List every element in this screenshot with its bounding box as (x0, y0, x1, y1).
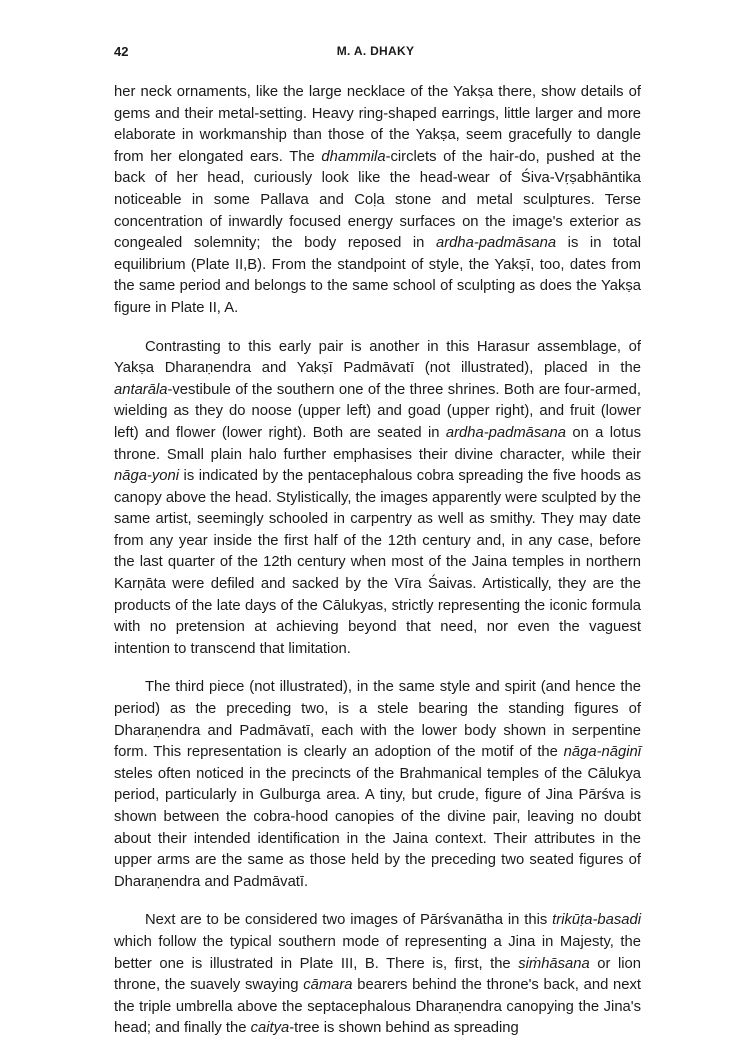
text-run: steles often noticed in the precincts of the Brahmanical temples of the Cālukya period, particularly in Gulburga area. A tiny, but crude, figure of Jina Pārśva is shown between the cobra-hood canopies of the divine pair, leaving no doubt about their intended identification in the Jaina context. Their attributes in the upper arms are the same as those held by the preceding two seated figures of Dharaṇendra and Padmāvatī. (114, 765, 641, 890)
italic-term: ardha-padmāsana (435, 235, 557, 252)
text-body (114, 82, 641, 1040)
italic-term: trikūṭa-basadi (552, 912, 641, 929)
paragraph-3 (114, 677, 641, 893)
text-run: Next are to be considered two images of Pārśvanātha in this (145, 912, 553, 929)
running-head-author: M. A. DHAKY (336, 44, 415, 58)
text-run: The third piece (not illustrated), in the same style and spirit (and hence the period) as the preceding two, is a stele bearing the standing figures of Dharaṇendra and Padmāvatī, each with the lower body shown in serpentine form. This representation is clearly an adoption of the motif of the (114, 679, 641, 761)
italic-term: cāmara (303, 977, 353, 994)
paragraph-4 (114, 910, 641, 1040)
text-run: Contrasting to this early pair is another in this Harasur assemblage, of Yakṣa Dharaṇendra and Yakṣī Padmāvatī (not illustrated), placed in the (114, 338, 641, 377)
italic-term: siṁhāsana (518, 955, 590, 972)
paragraph-2 (114, 337, 641, 661)
italic-term: nāga-nāginī (563, 744, 641, 761)
italic-term: ardha-padmāsana (445, 424, 566, 441)
text-run: or lion throne, the suavely swaying (114, 955, 641, 994)
italic-term: nāga-yoni (114, 468, 179, 485)
text-run: is in total equilibrium (Plate II,B). From the standpoint of style, the Yakṣī, too, dates from the same period and belongs to the same school of sculpting as does the Yakṣa figure in Plate II, A. (114, 235, 641, 316)
text-run: bearers behind the throne's back, and next the triple umbrella above the septacephalous Dharaṇendra canopying the Jina's head; and finally the (114, 977, 642, 1037)
italic-term: dhammila (321, 148, 386, 165)
italic-term: antarāla (114, 381, 168, 398)
text-run: -tree is shown behind as spreading (289, 1020, 519, 1037)
text-run: -circlets of the hair-do, pushed at the back of her head, curiously look like the head-wear of Śiva-Vṛṣabhāntika noticeable in some Pallava and Coḷa stone and metal sculptures. Terse concentration of inwardly focused energy surfaces on the image's exterior as congealed solemnity; the body reposed in (114, 148, 642, 252)
text-run: which follow the typical southern mode of representing a Jina in Majesty, the better one is illustrated in Plate III, B. There is, first, the (114, 933, 641, 972)
text-run: -vestibule of the southern one of the three shrines. Both are four-armed, wielding as they do noose (upper left) and goad (upper right), and fruit (lower left) and flower (lower right). Both are seated in (114, 381, 641, 441)
text-run: her neck ornaments, like the large necklace of the Yakṣa there, show details of gems and their metal-setting. Heavy ring-shaped earrings, little larger and more elaborate in workmanship than those of the Yakṣa, seem gracefully to dangle from her elongated ears. The (114, 84, 641, 165)
paragraph-1 (114, 82, 641, 320)
text-run: is indicated by the pentacephalous cobra spreading the five hoods as canopy above the head. Stylistically, the images apparently were sculpted by the same artist, seemingly schooled in carpentry as well as smithy. They may date from any year inside the first half of the 12th century and, in any case, before the last quarter of the 12th century when most of the Jaina temples in northern Karṇāta were defiled and sacked by the Vīra Śaivas. Artistically, they are the products of the late days of the Cālukyas, strictly representing the iconic formula with no pretension at achieving beyond that need, nor even the vaguest intention to transcend that limitation. (114, 468, 641, 657)
text-run: on a lotus throne. Small plain halo further emphasises their divine character, while their (114, 424, 642, 463)
italic-term: caitya (250, 1020, 290, 1037)
running-head (114, 44, 637, 64)
page-number: 42 (114, 44, 129, 59)
